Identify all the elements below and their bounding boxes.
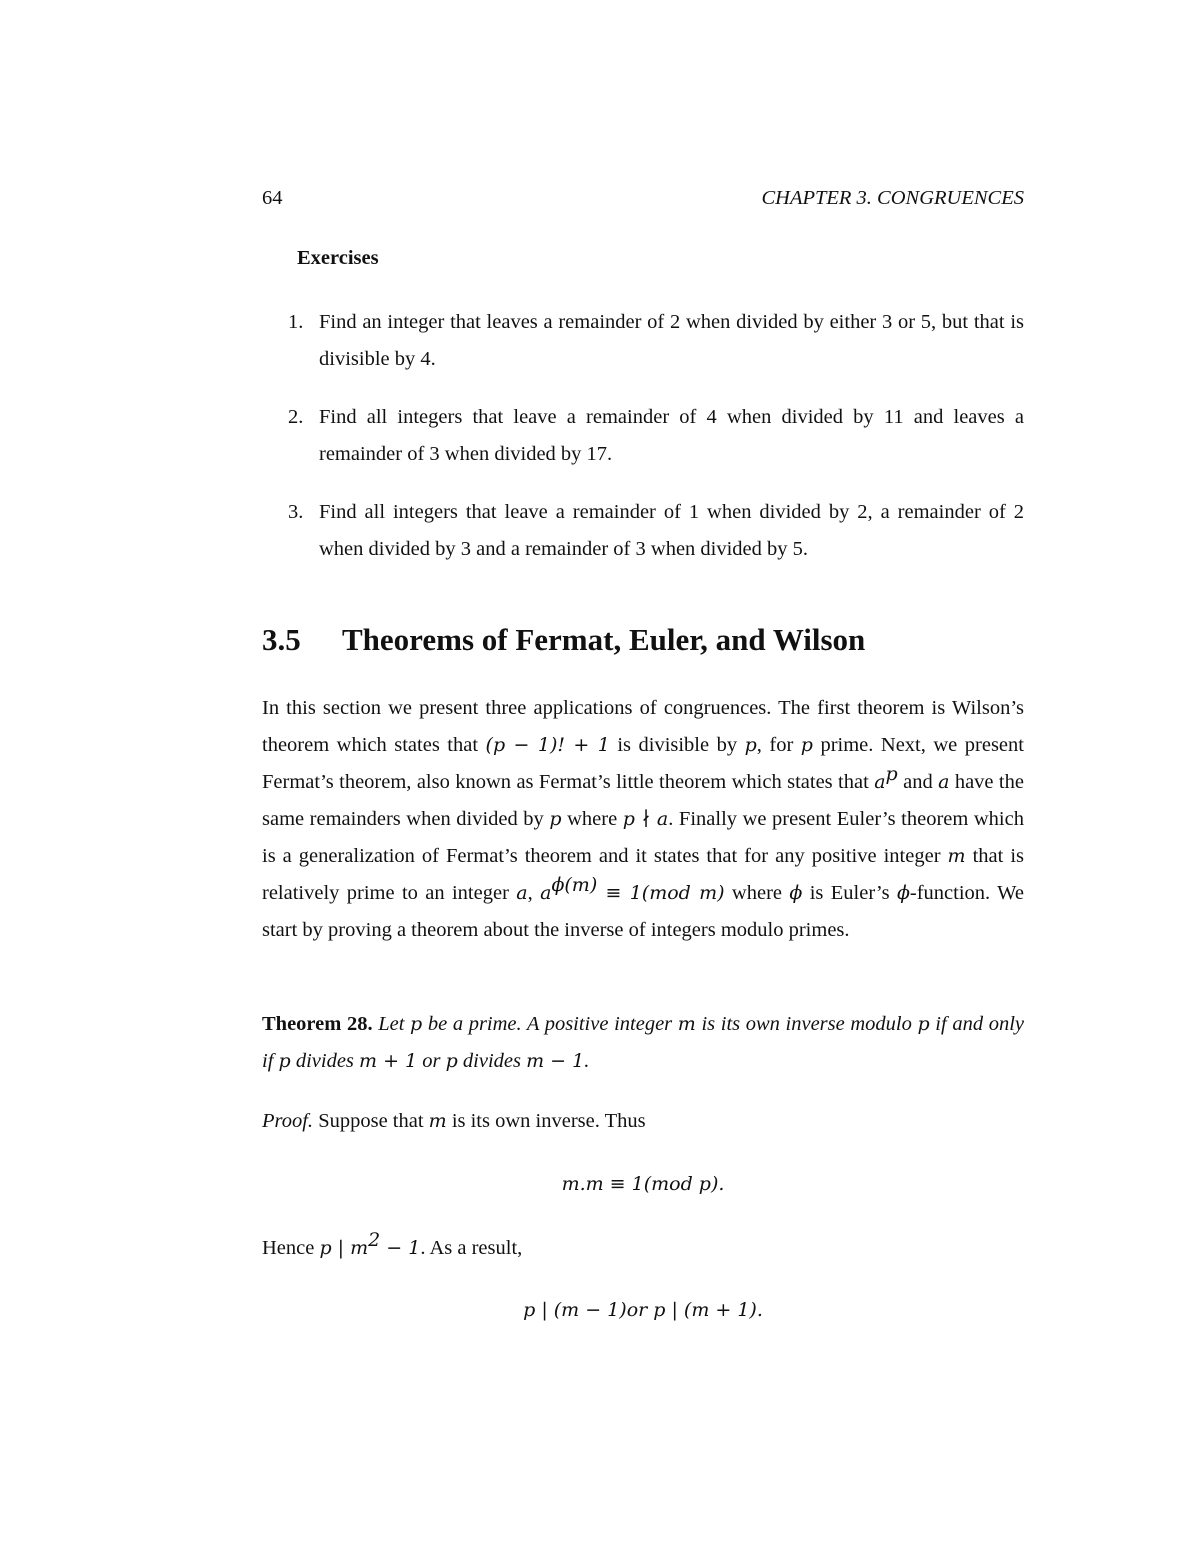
intro-paragraph	[262, 690, 1024, 949]
text-run: where	[561, 808, 623, 830]
math-expression: p | (m − 1)or p | (m + 1).	[523, 1299, 763, 1321]
exercise-text: Find all integers that leave a remainder of 1 when divided by 2, a remainder of 2 when divided by 3 and a remainder of 3 when divided by 5.	[319, 501, 1024, 560]
running-title: CHAPTER 3. CONGRUENCES	[761, 187, 1024, 209]
section-heading	[262, 620, 865, 660]
math-expression: ≡ 1(mod m)	[597, 882, 725, 904]
math-expression: a	[540, 882, 552, 904]
exercise-text: Find an integer that leaves a remainder of 2 when divided by either 3 or 5, but that is divisible by 4.	[319, 311, 1024, 370]
math-expression: a	[516, 882, 528, 904]
exercise-number: 3.	[288, 501, 304, 523]
text-run: is divisible by	[609, 734, 745, 756]
text-run: divides	[290, 1050, 360, 1072]
math-expression: m	[947, 845, 966, 867]
math-expression: p	[744, 734, 757, 756]
exercise-number: 1.	[288, 311, 304, 333]
text-run: where	[724, 882, 790, 904]
text-run: be a prime. A positive integer	[422, 1013, 678, 1035]
math-expression: m	[677, 1013, 696, 1035]
math-expression: m − 1	[526, 1050, 585, 1072]
text-run: .	[584, 1050, 590, 1072]
math-expression: p	[278, 1050, 291, 1072]
text-run: that is relatively prime to an integer	[262, 845, 1025, 904]
math-expression: m	[428, 1110, 447, 1132]
math-expression: a	[874, 771, 886, 793]
math-expression: p | m	[319, 1237, 369, 1259]
math-expression: m + 1	[359, 1050, 418, 1072]
text-run: have the same remainders when divided by	[262, 771, 1024, 830]
text-run: Hence	[262, 1237, 320, 1259]
hence-paragraph	[262, 1230, 1024, 1267]
section-title: Theorems of Fermat, Euler, and Wilson	[342, 622, 866, 657]
math-superscript: p	[885, 763, 898, 786]
text-run: . Finally we present Euler’s theorem which is a generalization of Fermat’s theorem and it states that for any positive integer	[262, 808, 1024, 867]
math-expression: a	[938, 771, 950, 793]
math-expression: (p − 1)! + 1	[485, 734, 610, 756]
math-expression: − 1	[380, 1237, 421, 1259]
text-run: ,	[527, 882, 541, 904]
text-run: prime. Next, we present Fermat’s theorem, also known as Fermat’s little theorem which states that	[262, 734, 1024, 793]
text-run: , for	[756, 734, 801, 756]
math-expression: p	[917, 1013, 930, 1035]
text-run: Let	[372, 1013, 411, 1035]
proof-label: Proof.	[262, 1110, 314, 1132]
text-run: . As a result,	[420, 1237, 523, 1259]
math-expression: ϕ	[789, 882, 803, 904]
text-run: is its own inverse. Thus	[446, 1110, 646, 1132]
page-number: 64	[262, 187, 283, 209]
exercise-item	[288, 494, 1024, 568]
page-header	[262, 180, 1024, 212]
text-run: is its own inverse modulo	[695, 1013, 918, 1035]
text-run: In this section we present three applications of congruences. The first theorem is Wilson’s theorem which states that	[262, 697, 1024, 756]
text-run: divides	[457, 1050, 527, 1072]
text-run: -function. We start by proving a theorem about the inverse of integers modulo primes.	[262, 882, 1024, 941]
math-expression: ϕ	[896, 882, 910, 904]
math-expression: m.m ≡ 1(mod p).	[561, 1173, 725, 1195]
text-run: or	[417, 1050, 446, 1072]
proof-paragraph	[262, 1103, 1024, 1140]
display-equation	[262, 1292, 1024, 1329]
math-superscript: ϕ(m)	[551, 874, 598, 897]
text-run: Suppose that	[313, 1110, 429, 1132]
exercise-number: 2.	[288, 406, 304, 428]
math-expression: p ∤ a	[622, 808, 669, 830]
exercise-text: Find all integers that leave a remainder of 4 when divided by 11 and leaves a remainder of 3 when divided by 17.	[319, 406, 1024, 465]
math-expression: p	[410, 1013, 423, 1035]
theorem-28	[262, 1006, 1024, 1080]
exercise-item	[288, 304, 1024, 378]
section-number: 3.5	[262, 622, 301, 657]
text-run: if and only if	[262, 1013, 1024, 1072]
text-run: is Euler’s	[802, 882, 897, 904]
display-equation	[262, 1166, 1024, 1203]
exercise-item	[288, 399, 1024, 473]
math-expression: p	[800, 734, 813, 756]
exercise-list	[288, 304, 1024, 589]
theorem-label: Theorem 28.	[262, 1013, 373, 1035]
math-superscript: 2	[368, 1229, 381, 1252]
math-expression: p	[445, 1050, 458, 1072]
exercises-heading: Exercises	[297, 247, 379, 269]
text-run: and	[897, 771, 939, 793]
math-expression: p	[549, 808, 562, 830]
